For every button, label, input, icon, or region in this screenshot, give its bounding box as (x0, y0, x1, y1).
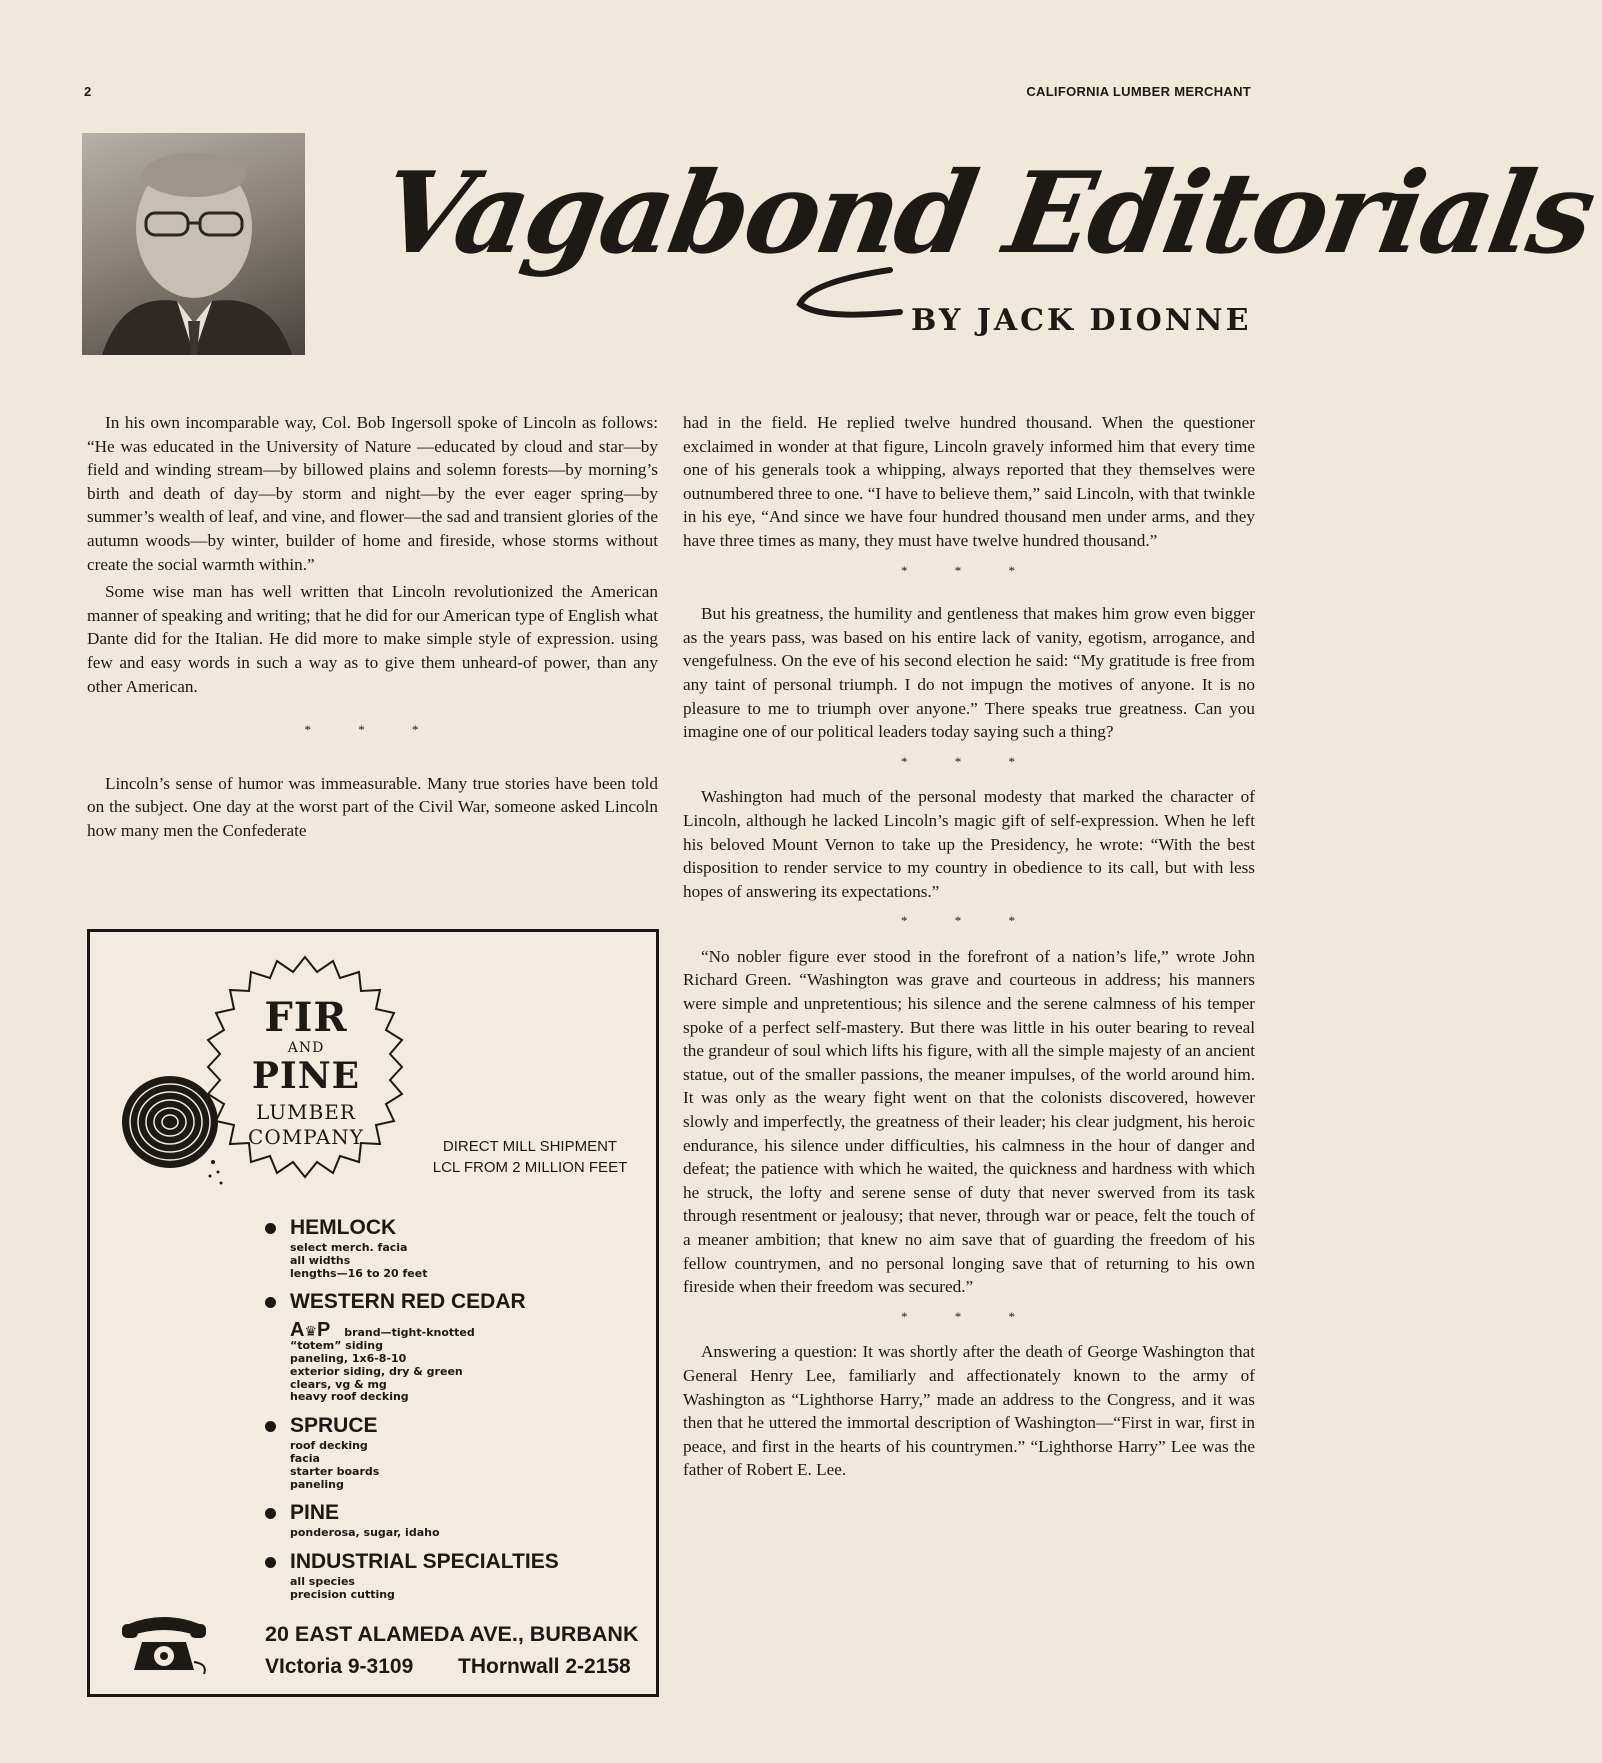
right-column (683, 411, 1255, 1482)
section-separator: * * * (901, 1308, 1037, 1324)
paragraph: Washington had much of the personal modesty that marked the character of Lincoln, although he lacked Lincoln’s magic gift of self-expression. When he left his beloved Mount Vernon to take up the Presidency, he wrote: “With the best disposition to render service to my country in obedience to its call, but with less hopes of answering its expectations.” (683, 787, 1255, 901)
ad-phone-victoria: VIctoria 9-3109 (265, 1655, 414, 1678)
bullet-icon (265, 1297, 276, 1308)
bullet-icon (265, 1421, 276, 1432)
paragraph: But his greatness, the humility and gentleness that makes him grow even bigger as the years pass, was based on his entire lack of vanity, egotism, arrogance, and vengefulness. On the eve of his second election he said: “My gratitude is free from any taint of personal triumph. I do not impugn the motives of anyone. It is no pleasure to me to triumph over anyone.” There speaks true greatness. Can you imagine one of our political leaders today saying such a thing? (683, 604, 1255, 742)
product-hemlock: HEMLOCK select merch. facia all widths lengths—16 to 20 feet (265, 1216, 645, 1280)
ad-phone-thornwall: THornwall 2-2158 (458, 1655, 631, 1678)
product-western-red-cedar: WESTERN RED CEDAR A♛P brand—tight-knotted “totem” siding paneling, 1x6-8-10 exterior siding, dry & green clears, vg & mg heavy roof decking (265, 1290, 645, 1404)
section-separator: * * * (901, 753, 1037, 769)
paragraph: had in the field. He replied twelve hundred thousand. When the questioner exclaimed in wonder at that figure, Lincoln gravely informed him that every time one of his generals took a whipping, always reported that they themselves were outnumbered three to one. “I have to believe them,” said Lincoln, with that twinkle in his eye, “And since we have four hundred thousand men under arms, and they have three times as many, they must have twelve hundred thousand.” (683, 413, 1255, 550)
product-industrial-specialties: INDUSTRIAL SPECIALTIES all species precision cutting (265, 1550, 645, 1602)
ad-address: 20 EAST ALAMEDA AVE., BURBANK (265, 1622, 639, 1646)
author-photo (82, 133, 305, 355)
logo-lumber: LUMBER (256, 1100, 356, 1124)
paragraph: Lincoln’s sense of humor was immeasurable. Many true stories have been told on the subject. One day at the worst part of the Civil War, someone asked Lincoln how many men the Confederate (87, 773, 658, 840)
product-spruce: SPRUCE roof decking facia starter boards paneling (265, 1414, 645, 1491)
page-number: 2 (84, 84, 92, 99)
byline: BY JACK DIONNE (911, 303, 1252, 338)
fir-and-pine-advertisement (87, 929, 659, 1697)
logo-and: AND (287, 1040, 325, 1056)
product-pine: PINE ponderosa, sugar, idaho (265, 1501, 645, 1540)
paragraph: “No nobler figure ever stood in the forefront of a nation’s life,” wrote John Richard Green. “Washington was grave and courteous in address; his manners were simple and unpretentious; his silence and the serene calmness of his temper spoke of a perfect self-mastery. But there was little in his outer bearing to reveal the grandeur of soul which lifts his figure, with all the simple majesty of an ancient statue, out of the smaller passions, the meaner impulses, of the world around him. It was only as the weary fight went on that the colonists discovered, however slowly and imperfectly, the greatness of their leader; his clear judgment, his heroic endurance, his silence under difficulties, his calmness in the hour of danger and defeat; the patience with which he waited, the quickness and hardness with which he struck, the lofty and serene sense of duty that never swerved from its task through resentment or jealousy; that never, through war or peace, felt the touch of a meaner ambition; that knew no aim save that of guarding the freedom of his fellow countrymen, and no personal longing save that of returning to his own fireside when their freedom was secured.” (683, 946, 1255, 1297)
section-separator: * * * (901, 913, 1037, 929)
bullet-icon (265, 1557, 276, 1568)
logo-fir: FIR (264, 994, 348, 1041)
section-separator: * * * (901, 562, 1037, 578)
ad-tagline (430, 1136, 630, 1178)
logo-pine: PINE (251, 1055, 361, 1097)
paragraph: In his own incomparable way, Col. Bob Ingersoll spoke of Lincoln as follows: “He was educated in the University of Nature —educated by cloud and star—by field and winding stream—by billowed plains and solemn forests—by morning’s birth and death of day—by storm and night—by the ever eager spring—by summer’s wealth of leaf, and vine, and flower—the sad and transient glories of the autumn woods—by winter, builder of home and fireside, whose storms without create the social warmth within.” (87, 413, 658, 574)
telephone-icon (118, 1612, 210, 1678)
paragraph: Answering a question: It was shortly after the death of George Washington that General Henry Lee, familiarly and affectionately known to the army of Washington as “Lighthorse Harry,” made an address to the Congress, and it was then that he uttered the immortal description of Washington—“First in war, first in peace, and first in the hearts of his countrymen.” “Lighthorse Harry” Lee was the father of Robert E. Lee. (683, 1342, 1255, 1480)
title-swash (790, 262, 910, 322)
tagline-lcl: LCL FROM 2 MILLION FEET (432, 1159, 628, 1176)
masthead-title: Vagabond Editorials (371, 148, 1602, 279)
logo-company: COMPANY (248, 1125, 364, 1149)
publication-name: CALIFORNIA LUMBER MERCHANT (1026, 84, 1251, 99)
bullet-icon (265, 1508, 276, 1519)
section-separator: * * * (304, 722, 441, 738)
left-column (87, 411, 658, 843)
paragraph: Some wise man has well written that Lincoln revolutionized the American manner of speaking and writing; that he did for our American type of English what Dante did for the Italian. He did more to make simple style of expression. using few and easy words in such a way as to give them unheard-of power, than any other American. (87, 582, 658, 696)
tagline-shipment: DIRECT MILL SHIPMENT (442, 1138, 618, 1155)
bullet-icon (265, 1223, 276, 1234)
product-list (265, 1216, 645, 1602)
ap-brand-logo: A♛P (290, 1319, 331, 1342)
